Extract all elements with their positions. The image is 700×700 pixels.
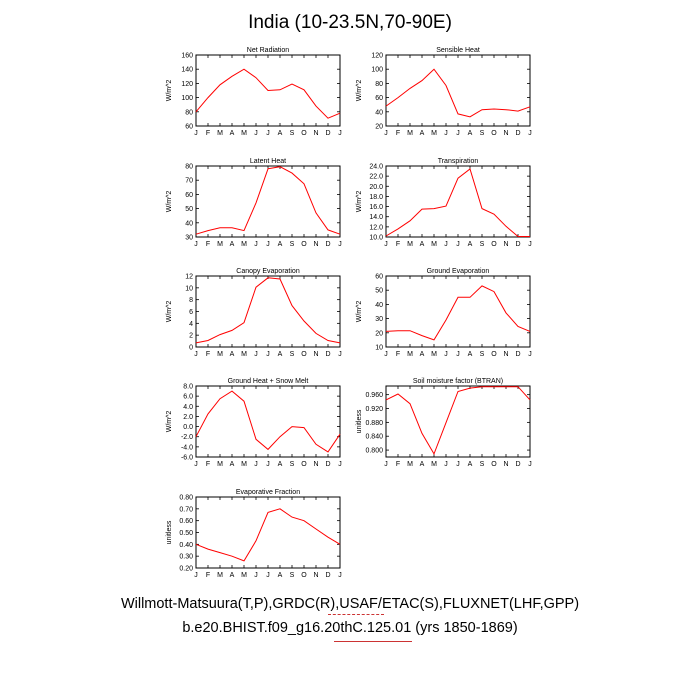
plot-frame	[386, 166, 530, 237]
y-tick-label: 40	[375, 109, 383, 117]
chart-panel	[356, 47, 532, 137]
x-tick-label: A	[229, 461, 235, 468]
y-tick-label: 100	[371, 66, 383, 74]
x-tick-label: A	[229, 241, 235, 248]
x-tick-label: S	[479, 241, 485, 248]
y-tick-label: 80	[185, 163, 193, 171]
x-tick-label: S	[289, 351, 295, 358]
case-name-caption: b.e20.BHIST.f09_g16.20thC.125.01 (yrs 1850-1869)	[182, 620, 518, 636]
x-tick-label: F	[205, 572, 211, 579]
x-tick-label: F	[205, 241, 211, 248]
series-line	[386, 286, 530, 340]
x-tick-label: N	[503, 351, 509, 358]
chart-title: Ground Heat + Snow Melt	[227, 378, 309, 385]
x-tick-label: M	[407, 351, 413, 358]
y-axis-label: W/m^2	[356, 79, 363, 102]
series-line	[386, 169, 530, 237]
x-tick-label: F	[205, 351, 211, 358]
x-tick-label: O	[301, 130, 307, 137]
x-tick-label: N	[313, 130, 319, 137]
x-tick-label: N	[503, 130, 509, 137]
x-tick-label: A	[277, 351, 283, 358]
x-tick-label: O	[491, 461, 497, 468]
x-tick-label: A	[229, 572, 235, 579]
x-tick-label: A	[277, 461, 283, 468]
x-tick-label: N	[313, 241, 319, 248]
x-tick-label: D	[515, 241, 521, 248]
chart-title: Transpiration	[437, 158, 479, 165]
y-axis-label: unitless	[166, 520, 173, 545]
y-tick-label: 22.0	[369, 173, 383, 181]
x-tick-label: J	[266, 241, 270, 248]
y-tick-label: 10	[375, 344, 383, 352]
x-tick-label: J	[254, 130, 258, 137]
y-axis-label: W/m^2	[356, 190, 363, 213]
x-tick-label: A	[277, 241, 283, 248]
x-tick-label: J	[254, 351, 258, 358]
x-tick-label: J	[456, 241, 460, 248]
y-axis-label: unitless	[356, 409, 363, 434]
x-tick-label: S	[479, 130, 485, 137]
y-axis-label: W/m^2	[166, 190, 173, 213]
x-tick-label: J	[266, 351, 270, 358]
chart-title: Ground Evaporation	[426, 268, 490, 275]
x-tick-label: D	[325, 351, 331, 358]
x-tick-label: J	[384, 241, 388, 248]
chart-panel	[166, 47, 342, 137]
x-tick-label: N	[313, 351, 319, 358]
x-tick-label: S	[479, 461, 485, 468]
y-tick-label: 40	[185, 220, 193, 228]
x-tick-label: J	[528, 241, 532, 248]
x-tick-label: M	[217, 351, 223, 358]
y-tick-label: 70	[185, 177, 193, 185]
y-tick-label: 160	[181, 52, 193, 60]
x-tick-label: M	[431, 351, 437, 358]
x-tick-label: A	[467, 461, 473, 468]
x-tick-label: D	[325, 572, 331, 579]
y-tick-label: 0.960	[365, 392, 383, 400]
chart-title: Soil moisture factor (BTRAN)	[412, 378, 504, 385]
y-tick-label: 80	[375, 80, 383, 88]
x-tick-label: A	[419, 461, 425, 468]
y-tick-label: 0	[189, 344, 193, 352]
x-tick-label: M	[431, 461, 437, 468]
y-tick-label: 12.0	[369, 224, 383, 232]
x-tick-label: O	[491, 130, 497, 137]
x-tick-label: F	[395, 461, 401, 468]
chart-panel	[356, 268, 532, 358]
y-tick-label: 18.0	[369, 193, 383, 201]
y-tick-label: 0.40	[179, 541, 193, 549]
x-tick-label: A	[277, 572, 283, 579]
y-tick-label: 0.30	[179, 553, 193, 561]
chart-panel	[166, 489, 342, 579]
plot-frame	[196, 166, 340, 237]
series-line	[196, 278, 340, 343]
x-tick-label: S	[289, 241, 295, 248]
x-tick-label: M	[431, 130, 437, 137]
x-tick-label: J	[338, 130, 342, 137]
x-tick-label: S	[479, 351, 485, 358]
y-tick-label: 20	[375, 123, 383, 131]
y-axis-label: W/m^2	[166, 410, 173, 433]
y-tick-label: 14.0	[369, 214, 383, 222]
y-tick-label: 60	[185, 123, 193, 131]
x-tick-label: J	[444, 130, 448, 137]
x-tick-label: F	[205, 130, 211, 137]
y-tick-label: 20	[375, 330, 383, 338]
chart-panel	[356, 378, 532, 468]
y-tick-label: 8	[189, 297, 193, 305]
y-tick-label: 80	[185, 109, 193, 117]
x-tick-label: M	[241, 461, 247, 468]
y-tick-label: 40	[375, 301, 383, 309]
x-tick-label: M	[241, 130, 247, 137]
y-tick-label: 30	[185, 234, 193, 242]
y-tick-label: -4.0	[180, 444, 193, 452]
x-tick-label: J	[194, 572, 198, 579]
y-tick-label: 50	[185, 206, 193, 214]
chart-title: Latent Heat	[249, 158, 287, 165]
x-tick-label: F	[395, 241, 401, 248]
chart-title: Net Radiation	[246, 47, 290, 54]
y-tick-label: 140	[181, 66, 193, 74]
y-tick-label: 60	[375, 95, 383, 103]
x-tick-label: M	[241, 241, 247, 248]
x-tick-label: O	[301, 461, 307, 468]
y-tick-label: 8.0	[183, 383, 193, 391]
chart-title: Evaporative Fraction	[235, 489, 301, 496]
x-tick-label: O	[491, 351, 497, 358]
y-tick-label: 30	[375, 316, 383, 324]
x-tick-label: F	[395, 130, 401, 137]
plot-frame	[196, 497, 340, 568]
y-tick-label: 60	[185, 191, 193, 199]
x-tick-label: S	[289, 461, 295, 468]
x-tick-label: O	[491, 241, 497, 248]
x-tick-label: J	[254, 241, 258, 248]
x-tick-label: M	[241, 572, 247, 579]
x-tick-label: D	[515, 461, 521, 468]
y-axis-label: W/m^2	[166, 79, 173, 102]
x-tick-label: J	[338, 241, 342, 248]
y-tick-label: 0.60	[179, 518, 193, 526]
x-tick-label: J	[384, 351, 388, 358]
x-tick-label: A	[467, 241, 473, 248]
x-tick-label: S	[289, 130, 295, 137]
y-tick-label: 24.0	[369, 163, 383, 171]
y-tick-label: 10.0	[369, 234, 383, 242]
chart-title: Sensible Heat	[436, 47, 480, 54]
y-tick-label: 0.880	[365, 419, 383, 427]
x-tick-label: J	[254, 572, 258, 579]
x-tick-label: A	[229, 130, 235, 137]
x-tick-label: S	[289, 572, 295, 579]
x-tick-label: M	[431, 241, 437, 248]
x-tick-label: O	[301, 572, 307, 579]
x-tick-label: J	[528, 351, 532, 358]
x-tick-label: M	[241, 351, 247, 358]
y-tick-label: 60	[375, 273, 383, 281]
y-tick-label: 12	[185, 273, 193, 281]
x-tick-label: J	[194, 461, 198, 468]
x-tick-label: D	[325, 241, 331, 248]
y-tick-label: 2.0	[183, 413, 193, 421]
x-tick-label: A	[467, 351, 473, 358]
plot-frame	[386, 386, 530, 457]
x-tick-label: J	[194, 351, 198, 358]
y-tick-label: 120	[371, 52, 383, 60]
x-tick-label: J	[528, 461, 532, 468]
series-line	[196, 167, 340, 235]
x-tick-label: M	[217, 461, 223, 468]
x-tick-label: J	[456, 130, 460, 137]
series-line	[386, 69, 530, 117]
x-tick-label: F	[395, 351, 401, 358]
x-tick-label: A	[229, 351, 235, 358]
x-tick-label: M	[407, 130, 413, 137]
data-sources-caption: Willmott-Matsuura(T,P),GRDC(R),USAF/ETAC(S),FLUXNET(LHF,GPP)	[120, 596, 580, 612]
x-tick-label: M	[407, 241, 413, 248]
y-tick-label: 0.0	[183, 424, 193, 432]
chart-panel	[166, 158, 342, 248]
x-tick-label: M	[407, 461, 413, 468]
series-line	[196, 69, 340, 118]
y-tick-label: 0.800	[365, 447, 383, 455]
x-tick-label: O	[301, 241, 307, 248]
y-tick-label: 0.840	[365, 433, 383, 441]
x-tick-label: J	[254, 461, 258, 468]
chart-panel	[166, 378, 342, 468]
x-tick-label: O	[301, 351, 307, 358]
x-tick-label: N	[503, 461, 509, 468]
y-tick-label: 20.0	[369, 183, 383, 191]
series-line	[196, 509, 340, 561]
chart-panel	[166, 268, 342, 358]
y-tick-label: 2	[189, 332, 193, 340]
y-tick-label: -6.0	[180, 454, 193, 462]
y-tick-label: 6	[189, 309, 193, 316]
plot-frame	[386, 276, 530, 347]
y-tick-label: 6.0	[183, 393, 193, 401]
x-tick-label: A	[419, 130, 425, 137]
x-tick-label: A	[277, 130, 283, 137]
x-tick-label: J	[444, 351, 448, 358]
y-axis-label: W/m^2	[166, 300, 173, 323]
y-tick-label: 16.0	[369, 204, 383, 212]
y-tick-label: 100	[181, 95, 193, 103]
x-tick-label: J	[338, 351, 342, 358]
x-tick-label: F	[205, 461, 211, 468]
series-line	[196, 391, 340, 452]
chart-panel	[356, 158, 532, 248]
x-tick-label: J	[338, 572, 342, 579]
y-tick-label: 4.0	[183, 403, 193, 411]
x-tick-label: J	[444, 461, 448, 468]
x-tick-label: N	[503, 241, 509, 248]
caption-underline-mark	[334, 641, 412, 642]
y-tick-label: 0.80	[179, 494, 193, 502]
x-tick-label: M	[217, 241, 223, 248]
y-tick-label: 10	[185, 285, 193, 293]
x-tick-label: J	[338, 461, 342, 468]
x-tick-label: A	[419, 351, 425, 358]
y-tick-label: 0.920	[365, 406, 383, 414]
x-tick-label: A	[467, 130, 473, 137]
x-tick-label: J	[194, 130, 198, 137]
x-tick-label: D	[325, 130, 331, 137]
x-tick-label: J	[194, 241, 198, 248]
y-tick-label: 0.70	[179, 506, 193, 514]
x-tick-label: J	[266, 130, 270, 137]
x-tick-label: D	[515, 130, 521, 137]
x-tick-label: M	[217, 572, 223, 579]
y-tick-label: 0.50	[179, 530, 193, 537]
x-tick-label: J	[528, 130, 532, 137]
x-tick-label: J	[444, 241, 448, 248]
caption-underline-mark	[328, 614, 384, 615]
x-tick-label: J	[384, 461, 388, 468]
x-tick-label: J	[266, 461, 270, 468]
y-tick-label: 4	[189, 320, 193, 328]
x-tick-label: J	[384, 130, 388, 137]
y-tick-label: 120	[181, 80, 193, 88]
x-tick-label: N	[313, 461, 319, 468]
plot-frame	[196, 276, 340, 347]
y-tick-label: -2.0	[180, 434, 193, 442]
series-line	[386, 387, 530, 454]
x-tick-label: J	[456, 351, 460, 358]
x-tick-label: M	[217, 130, 223, 137]
x-tick-label: D	[515, 351, 521, 358]
x-tick-label: D	[325, 461, 331, 468]
chart-title: Canopy Evaporation	[236, 268, 300, 275]
x-tick-label: A	[419, 241, 425, 248]
y-tick-label: 0.20	[179, 565, 193, 573]
x-tick-label: J	[266, 572, 270, 579]
y-tick-label: 50	[375, 287, 383, 295]
y-axis-label: W/m^2	[356, 300, 363, 323]
page-title: India (10-23.5N,70-90E)	[248, 12, 452, 33]
x-tick-label: N	[313, 572, 319, 579]
x-tick-label: J	[456, 461, 460, 468]
